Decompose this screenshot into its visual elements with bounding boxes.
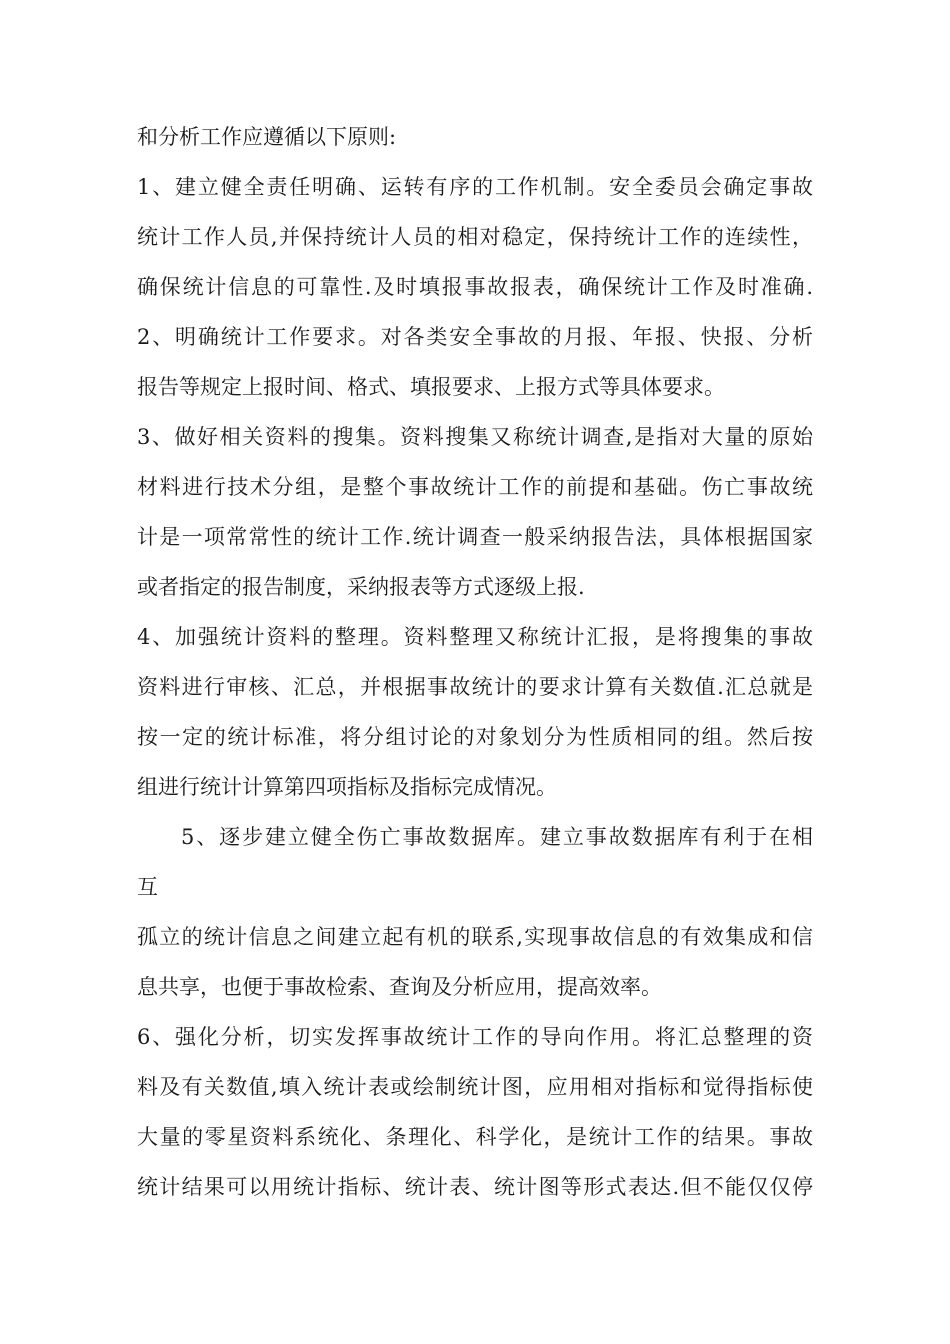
text-line: 孤立的统计信息之间建立起有机的联系,实现事故信息的有效集成和信 — [137, 925, 813, 949]
text-line: 2、明确统计工作要求。对各类安全事故的月报、年报、快报、分析 — [137, 325, 813, 349]
text-line: 1、建立健全责任明确、运转有序的工作机制。安全委员会确定事故 — [137, 175, 813, 199]
text-line: 报告等规定上报时间、格式、填报要求、上报方式等具体要求。 — [137, 375, 725, 399]
text-line: 材料进行技术分组，是整个事故统计工作的前提和基础。伤亡事故统 — [137, 475, 813, 499]
text-line: 或者指定的报告制度，采纳报表等方式逐级上报. — [137, 575, 585, 599]
text-line: 4、加强统计资料的整理。资料整理又称统计汇报，是将搜集的事故 — [137, 625, 813, 649]
text-line: 和分析工作应遵循以下原则: — [137, 125, 397, 149]
text-line: 3、做好相关资料的搜集。资料搜集又称统计调查,是指对大量的原始 — [137, 425, 813, 449]
text-line: 料及有关数值,填入统计表或绘制统计图，应用相对指标和觉得指标使 — [137, 1075, 813, 1099]
text-line: 统计结果可以用统计指标、统计表、统计图等形式表达.但不能仅仅停 — [137, 1175, 813, 1199]
text-line: 统计工作人员,并保持统计人员的相对稳定，保持统计工作的连续性， — [137, 225, 813, 249]
text-line: 大量的零星资料系统化、条理化、科学化，是统计工作的结果。事故 — [137, 1125, 813, 1149]
text-line: 组进行统计计算第四项指标及指标完成情况。 — [137, 775, 557, 799]
text-line: 5、逐步建立健全伤亡事故数据库。建立事故数据库有利于在相 — [181, 825, 813, 849]
text-line: 6、强化分析，切实发挥事故统计工作的导向作用。将汇总整理的资 — [137, 1025, 813, 1049]
text-line: 按一定的统计标准，将分组讨论的对象划分为性质相同的组。然后按 — [137, 725, 813, 749]
text-line: 资料进行审核、汇总，并根据事故统计的要求计算有关数值.汇总就是 — [137, 675, 813, 699]
text-line: 互 — [137, 875, 158, 899]
text-line: 息共享，也便于事故检索、查询及分析应用，提高效率。 — [137, 975, 662, 999]
text-line: 确保统计信息的可靠性.及时填报事故报表，确保统计工作及时准确. — [137, 275, 813, 299]
text-line: 计是一项常常性的统计工作.统计调查一般采纳报告法，具体根据国家 — [137, 525, 813, 549]
